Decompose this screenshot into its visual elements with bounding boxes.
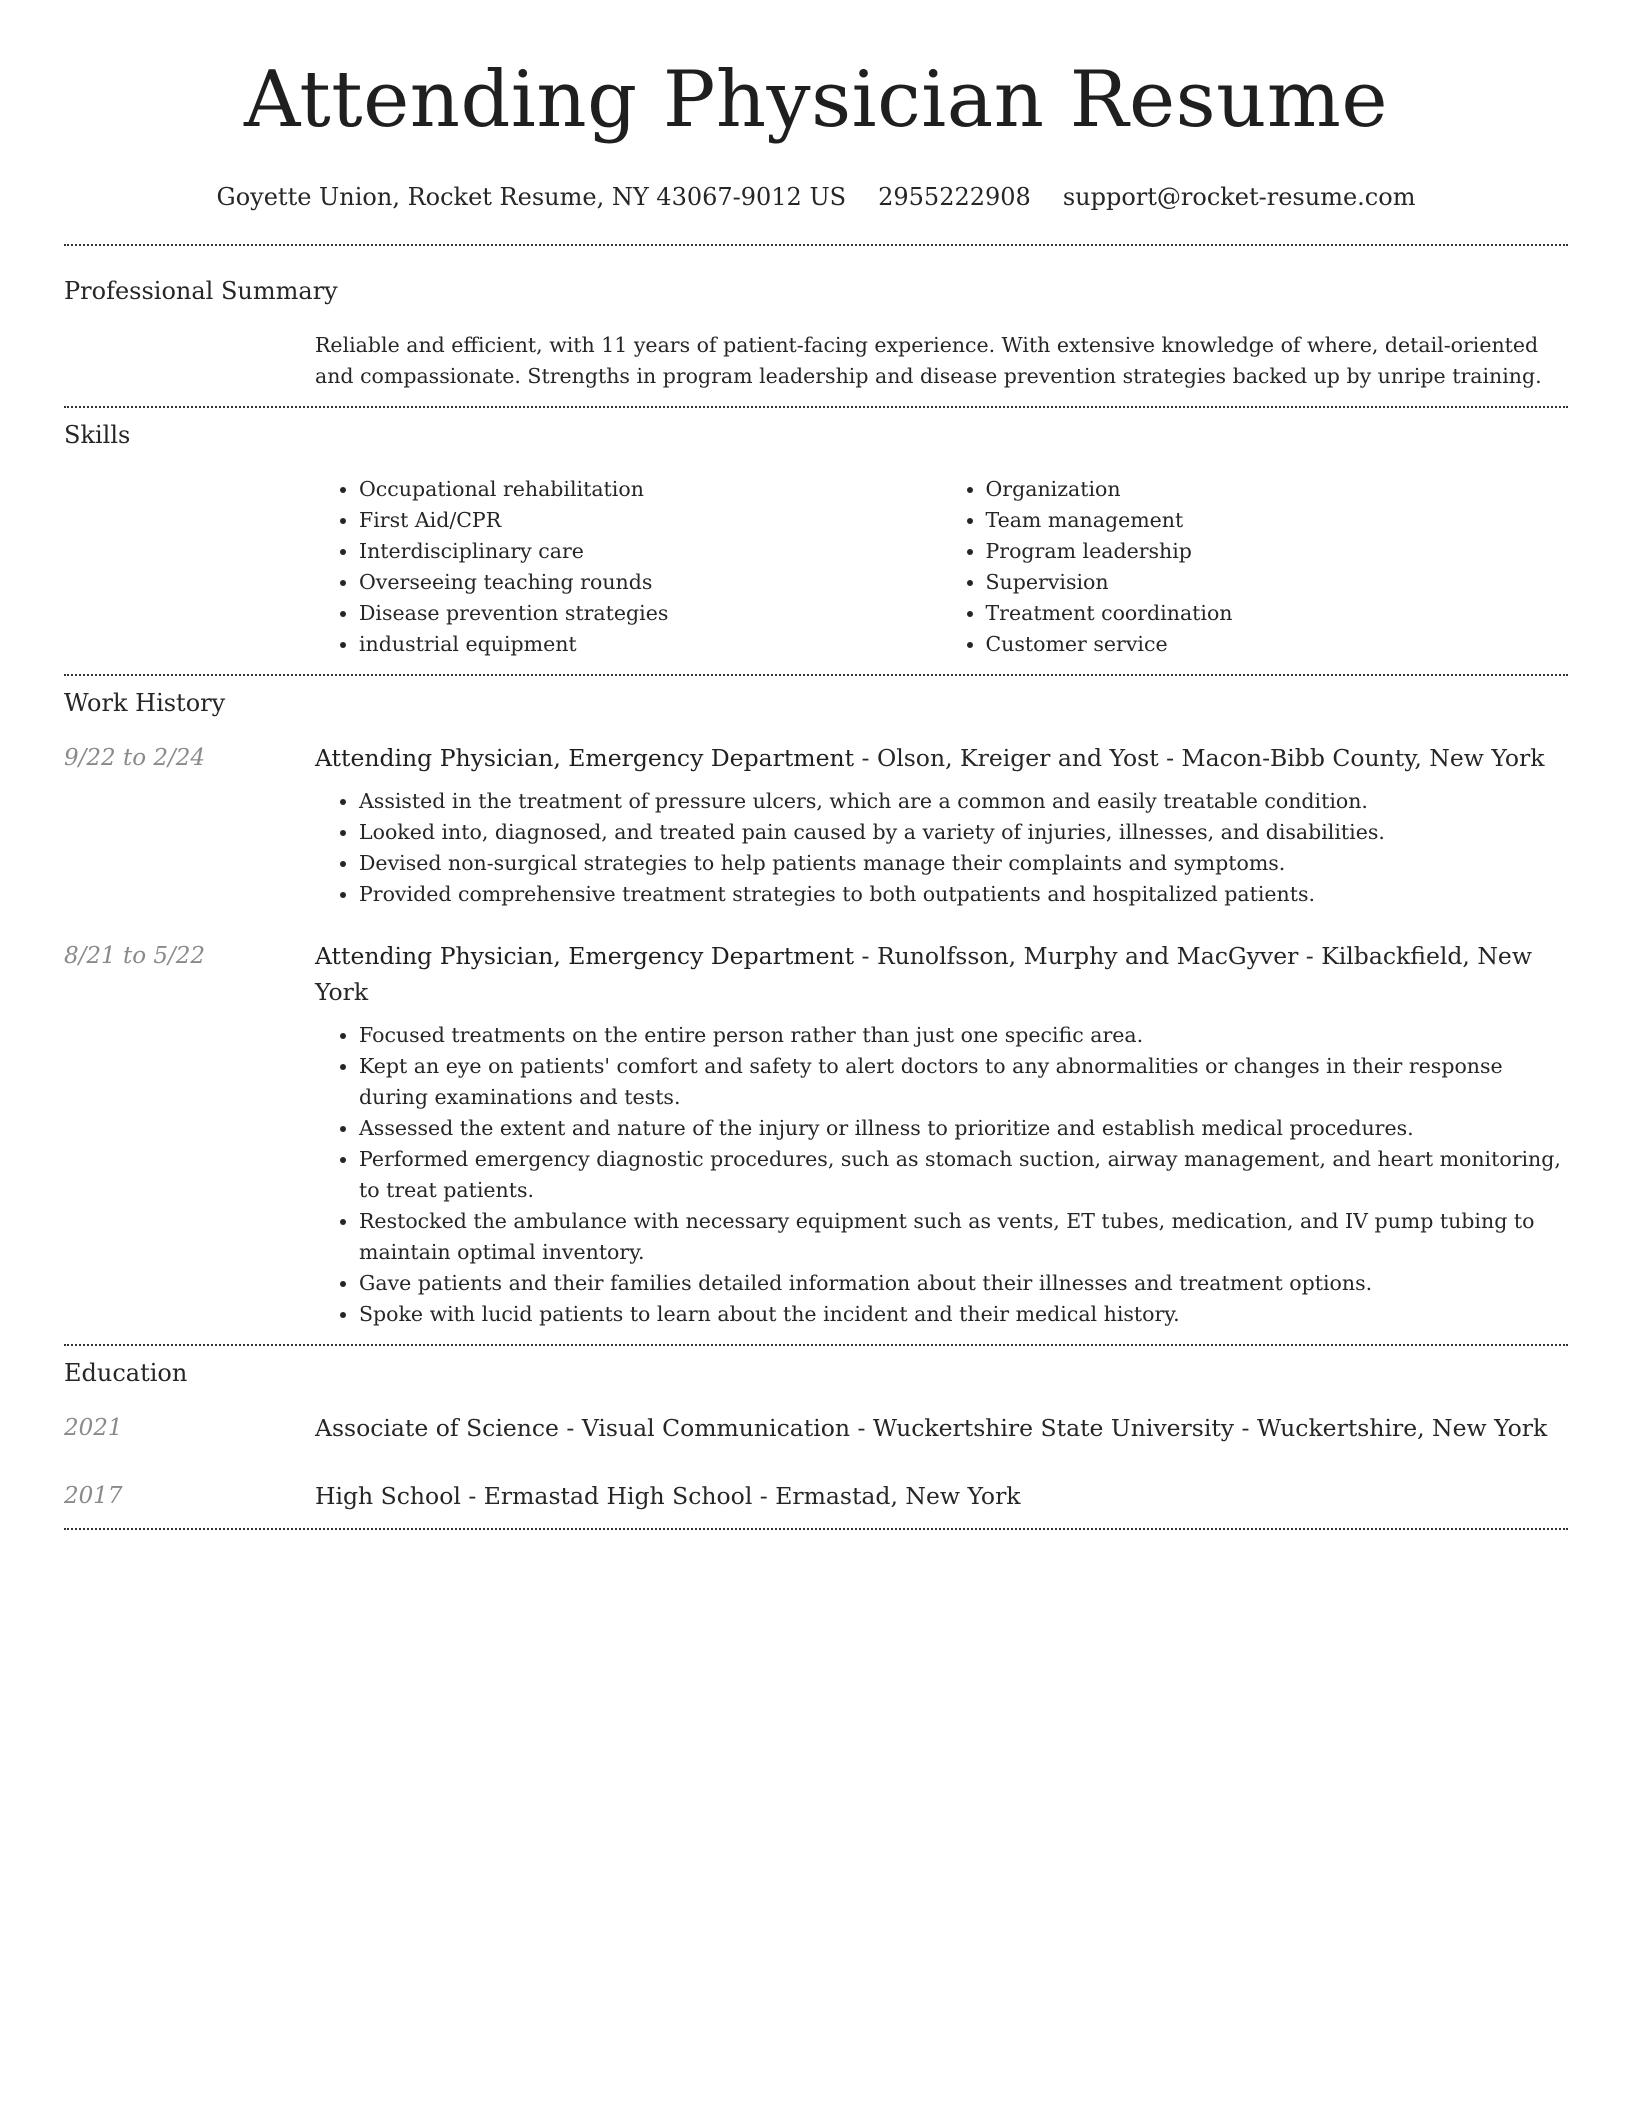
- job-entry: [64, 910, 1568, 1344]
- summary-text: Reliable and efficient, with 11 years of patient-facing experience. With extensive knowledge of where, detail-oriented and compassionate. Strengths in program leadership and disease prevention strategies backed up by unripe training.: [315, 333, 1542, 388]
- education-heading: Education: [64, 1359, 188, 1387]
- job-bullets: [315, 786, 1568, 910]
- job-title: [315, 938, 1568, 1010]
- education-title: [315, 1410, 1568, 1446]
- job-dates: 9/22 to 2/24: [64, 745, 206, 771]
- contact-line: [64, 182, 1568, 212]
- job-details: [315, 938, 1568, 1330]
- job-employer: - Runolfsson, Murphy and MacGyver - Kilbackfield, New York: [315, 942, 1532, 1006]
- skill-item: • Team management: [986, 505, 1569, 536]
- contact-phone: 2955222908: [878, 183, 1031, 211]
- education-section: [64, 1346, 1568, 1528]
- contact-email: support@rocket-resume.com: [1062, 183, 1416, 211]
- skill-item: • Treatment coordination: [986, 598, 1569, 629]
- job-entry: [64, 718, 1568, 910]
- skills-grid: [315, 450, 1568, 674]
- skill-item: • Supervision: [986, 567, 1569, 598]
- skills-list-right: [942, 474, 1569, 660]
- job-bullets: [315, 1020, 1568, 1330]
- job-bullet: • Focused treatments on the entire person rather than just one specific area.: [359, 1020, 1568, 1051]
- work-section: [64, 676, 1568, 1344]
- skills-heading: Skills: [64, 421, 131, 449]
- job-bullet: • Gave patients and their families detailed information about their illnesses and treatment options.: [359, 1268, 1568, 1299]
- skill-item: • industrial equipment: [359, 629, 942, 660]
- job-role: Attending Physician, Emergency Department: [315, 942, 855, 970]
- summary-heading: Professional Summary: [64, 277, 338, 305]
- skill-item: • Occupational rehabilitation: [359, 474, 942, 505]
- education-school: - Ermastad High School - Ermastad, New York: [460, 1482, 1021, 1510]
- education-entry: [64, 1446, 1568, 1528]
- work-heading: Work History: [64, 689, 226, 717]
- job-bullet: • Assisted in the treatment of pressure ulcers, which are a common and easily treatable condition.: [359, 786, 1568, 817]
- job-bullet: • Assessed the extent and nature of the injury or illness to prioritize and establish medical procedures.: [359, 1113, 1568, 1144]
- skill-item: • Disease prevention strategies: [359, 598, 942, 629]
- job-bullet: • Performed emergency diagnostic procedures, such as stomach suction, airway management, and heart monitoring, to treat patients.: [359, 1144, 1568, 1206]
- divider: [64, 1528, 1568, 1530]
- skills-section: [64, 408, 1568, 674]
- job-bullet: • Provided comprehensive treatment strategies to both outpatients and hospitalized patients.: [359, 879, 1568, 910]
- job-bullet: • Spoke with lucid patients to learn about the incident and their medical history.: [359, 1299, 1568, 1330]
- contact-address: Goyette Union, Rocket Resume, NY 43067-9012 US: [216, 183, 847, 211]
- job-bullet: • Looked into, diagnosed, and treated pain caused by a variety of injuries, illnesses, and disabilities.: [359, 817, 1568, 848]
- job-details: [315, 740, 1568, 910]
- resume-header: [64, 0, 1568, 212]
- summary-body: [315, 306, 1568, 406]
- job-title: [315, 740, 1568, 776]
- education-year: 2021: [64, 1415, 123, 1441]
- job-bullet: • Kept an eye on patients' comfort and safety to alert doctors to any abnormalities or changes in their response during examinations and tests.: [359, 1051, 1568, 1113]
- summary-section: [64, 246, 1568, 406]
- education-school: - Wuckertshire State University - Wuckertshire, New York: [850, 1414, 1548, 1442]
- job-employer: - Olson, Kreiger and Yost - Macon-Bibb County, New York: [854, 744, 1545, 772]
- education-degree: High School: [315, 1482, 461, 1510]
- education-year: 2017: [64, 1483, 123, 1509]
- job-bullet: • Restocked the ambulance with necessary equipment such as vents, ET tubes, medication, and IV pump tubing to maintain optimal inventory.: [359, 1206, 1568, 1268]
- job-role: Attending Physician, Emergency Department: [315, 744, 855, 772]
- job-bullet: • Devised non-surgical strategies to help patients manage their complaints and symptoms.: [359, 848, 1568, 879]
- education-title: [315, 1478, 1568, 1514]
- education-entry: [64, 1388, 1568, 1446]
- skill-item: • Customer service: [986, 629, 1569, 660]
- job-dates: 8/21 to 5/22: [64, 943, 206, 969]
- skill-item: • Organization: [986, 474, 1569, 505]
- skills-list-left: [315, 474, 942, 660]
- skill-item: • Program leadership: [986, 536, 1569, 567]
- resume-name: Attending Physician Resume: [243, 55, 1389, 145]
- skill-item: • Interdisciplinary care: [359, 536, 942, 567]
- education-degree: Associate of Science - Visual Communication: [315, 1414, 850, 1442]
- skill-item: • Overseeing teaching rounds: [359, 567, 942, 598]
- skill-item: • First Aid/CPR: [359, 505, 942, 536]
